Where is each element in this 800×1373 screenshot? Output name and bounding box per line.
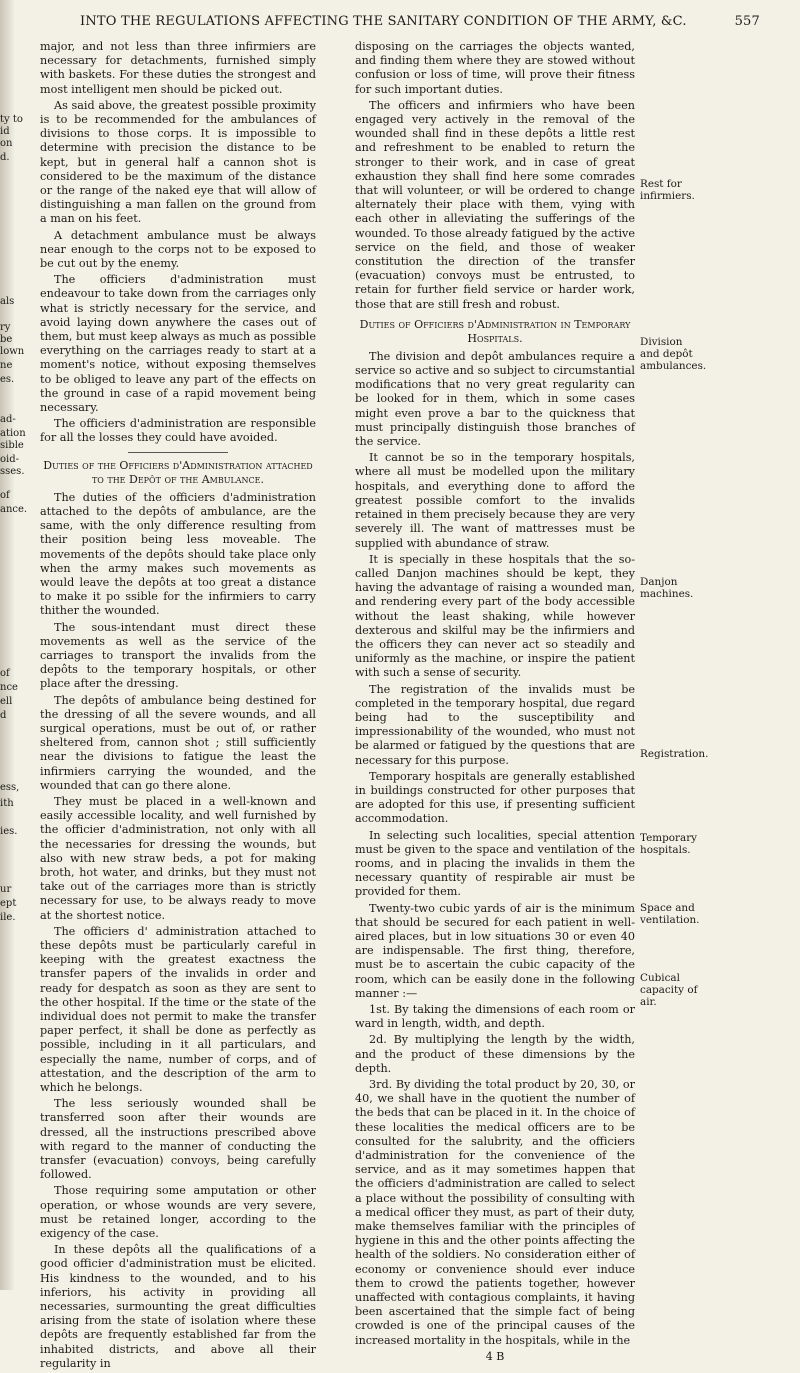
section-heading: Duties of the Officiers d'Administration attached to the Depôt of the Ambulance.	[43, 458, 313, 486]
page-number: 557	[734, 14, 760, 29]
paragraph: It cannot be so in the temporary hospitals, where all must be modelled upon the military hospitals, and everything done to afford the greatest possible comfort to the invalids retained in them precisely because they are very severely ill. The want of mattresses must be supplied with abundance of straw.	[355, 451, 635, 550]
margin-fragment: ty to	[0, 114, 23, 125]
paragraph: The registration of the invalids must be completed in the temporary hospital, due regard being had to the susceptibility and impressionability of the wounded, who must not be alarmed or fatigued by the questions that are necessary for this purpose.	[355, 682, 635, 767]
paragraph: As said above, the greatest possible proximity is to be recommended for the ambulances of divisions to those corps. It is impossible to determine with precision the distance to be kept, but in general half a cannon shot is considered to be the maximum of the distance or the range of the naked eye that will allow of distinguishing a man fallen on the ground from a man on his feet.	[40, 98, 316, 226]
paragraph: The officiers d'administration are responsible for all the losses they could have avoided.	[40, 417, 316, 445]
paragraph: Twenty-two cubic yards of air is the minimum that should be secured for each patient in well-aired places, but in low situations 30 or even 40 are indispensable. The first thing, therefore, must be to ascertain the cubic capacity of the room, which can be easily done in the following manner :—	[355, 901, 635, 1000]
paragraph: In selecting such localities, special attention must be given to the space and ventilation of the rooms, and in placing the invalids in them the necessary quantity of respirable air must be provided for them.	[355, 828, 635, 899]
margin-fragment: oid-	[0, 454, 19, 465]
paragraph: Temporary hospitals are generally established in buildings constructed for other purposes that are adopted for this use, if presenting sufficient accommodation.	[355, 769, 635, 826]
paragraph: The division and depôt ambulances require a service so active and so subject to circumstantial modifications that no very great regularity can be looked for in them, which in some cases might even prove a bar to the quickness that must principally distinguish those branches of the service.	[355, 349, 635, 449]
margin-fragment: id	[0, 126, 10, 137]
margin-fragment: be	[0, 334, 13, 345]
margin-fragment: sible	[0, 440, 24, 451]
margin-fragment: ell	[0, 696, 13, 707]
margin-fragment: als	[0, 296, 15, 307]
margin-fragment: ies.	[0, 826, 18, 837]
margin-note-cubical: Cubical capacity of air.	[640, 972, 698, 1008]
margin-fragment: ur	[0, 884, 12, 895]
margin-fragment: on	[0, 138, 13, 149]
page-body	[0, 40, 800, 1370]
paragraph: The officers and infirmiers who have been engaged very actively in the removal of the wounded shall find in these depôts a little rest and refreshment to be enabled to return the stronger to their work, and in case of great exhaustion they shall find here some comrades that will volunteer, or will be ordered to change alternately their place with them, vying with each other in alleviating the sufferings of the wounded. To those already fatigued by the active service on the field, and those of weaker constitution the direction of the transfer (evacuation) convoys must be entrusted, to retain for further field service or harder work, those that are still fresh and robust.	[355, 98, 635, 311]
right-margin-notes	[640, 40, 720, 1270]
right-column	[355, 40, 635, 1364]
margin-fragment: ile.	[0, 912, 16, 923]
signature-mark: 4 B	[485, 1349, 505, 1363]
margin-fragment: sses.	[0, 466, 25, 477]
paragraph: 2d. By multiplying the length by the width, and the product of these dimensions by the depth.	[355, 1033, 635, 1075]
margin-fragment: ith	[0, 798, 14, 809]
paragraph: Those requiring some amputation or other operation, or whose wounds are very severe, must be retained longer, according to the exigency of the case.	[40, 1184, 316, 1241]
paragraph: The officiers d'administration must endeavour to take down from the carriages only what is strictly necessary for the service, and avoid laying down anywhere the cases out of them, but must keep always as much as possible everything on the carriages ready to start at a moment's notice, without exposing themselves to be obliged to leave any part of the effects on the ground in case of a rapid movement being necessary.	[40, 273, 317, 415]
margin-fragment: ne	[0, 360, 13, 371]
margin-fragment: ance.	[0, 504, 28, 515]
margin-fragment: lown	[0, 346, 25, 357]
margin-fragment: of	[0, 490, 10, 501]
margin-note-rest: Rest for infirmiers.	[640, 178, 695, 202]
section-rule	[128, 452, 228, 453]
paragraph: 3rd. By dividing the total product by 20, 30, or 40, we shall have in the quotient the number of the beds that can be placed in it. In the choice of these localities the medical officers are to be consulted for the salubrity, and the officiers d'administration for the convenience of the service, and as it may sometimes happen that the officiers d'administration are called to select a place without the possibility of consulting with a medical officer they must, as part of their duty, make themselves familiar with the principles of hygiene in this and the other points affecting the health of the soldiers. No consideration either of economy or convenience should ever induce them to crowd the patients together, however unaffected with contagious complaints, it having been ascertained that the simple fact of being crowded is one of the principal causes of the increased mortality in the hospitals, while in the	[355, 1078, 635, 1347]
paragraph: The sous-intendant must direct these movements as well as the service of the carriages to transport the invalids from the depôts to the temporary hospitals, or other place after the dressing.	[40, 620, 316, 691]
margin-note-registration: Registration.	[640, 748, 709, 760]
paragraph: The depôts of ambulance being destined for the dressing of all the severe wounds, and all surgical operations, must be out of, or rather sheltered from, cannon shot ; still sufficiently near the divisions to fatigue the least the infirmiers carrying the wounded, and the wounded that can go there alone.	[40, 693, 316, 792]
margin-fragment: ess,	[0, 782, 20, 793]
paragraph: The duties of the officiers d'administration attached to the depôts of ambulance, are the same, with the only difference resulting from their position being less moveable. The movements of the depôts should take place only when the army makes such movements as would leave the depôts at too great a distance to make it po ssible for the infirmiers to carry thither the wounded.	[40, 490, 316, 618]
margin-fragment: nce	[0, 682, 18, 693]
paragraph: In these depôts all the qualifications of a good officier d'administration must be elicited. His kindness to the wounded, and to his inferiors, his activity in providing all necessaries, surmounting the great difficulties arising from the state of isolation where these depôts are frequently established far from the inhabited districts, and above all their regularity in	[40, 1243, 316, 1370]
paragraph: The officiers d' administration attached to these depôts must be particularly careful in keeping with the greatest exactness the transfer papers of the invalids in order and ready for despatch as soon as they are sent to the other hospital. If the time or the state of the individual does not permit to make the transfer paper perfect, it shall be done as perfectly as possible, including in it all particulars, and especially the name, number of corps, and of attestation, and the description of the arm to which he belongs.	[40, 924, 316, 1095]
margin-fragment: ation	[0, 428, 26, 439]
paragraph: 1st. By taking the dimensions of each room or ward in length, width, and depth.	[355, 1003, 635, 1031]
margin-fragment: d.	[0, 152, 10, 163]
left-margin-fragments	[0, 40, 36, 1270]
section-heading: Duties of Officiers d'Administration in Temporary Hospitals.	[359, 317, 631, 345]
paragraph: A detachment ambulance must be always near enough to the corps not to be exposed to be cut out by the enemy.	[40, 228, 316, 271]
margin-fragment: ry	[0, 322, 11, 333]
paragraph: disposing on the carriages the objects wanted, and finding them where they are stowed without confusion or loss of time, will prove their fitness for such important duties.	[355, 40, 635, 96]
margin-fragment: ad-	[0, 414, 16, 425]
margin-note-temporary: Temporary hospitals.	[640, 832, 698, 856]
margin-note-space: Space and ventilation.	[640, 902, 700, 926]
margin-fragment: es.	[0, 374, 15, 385]
paragraph: major, and not less than three infirmiers are necessary for detachments, furnished simply with baskets. For these duties the strongest and most intelligent men should be picked out.	[40, 40, 316, 96]
left-column	[40, 40, 316, 1373]
margin-fragment: d	[0, 710, 7, 721]
paragraph: It is specially in these hospitals that the so-called Danjon machines should be kept, they having the advantage of raising a wounded man, and rendering every part of the body accessible without the least shaking, while however dexterous and skilful may be the infirmiers and the officers they can never act so steadily and uniformly as the machine, or inspire the patient with such a sense of security.	[355, 552, 635, 680]
margin-note-division: Division and depôt ambulances.	[640, 336, 707, 372]
paragraph: They must be placed in a well-known and easily accessible locality, and well furnished by the officier d'administration, not only with all the necessaries for dressing the wounds, but also with new straw beds, a pot for making broth, hot water, and drinks, but they must not take out of the carriages more than is strictly necessary for use, to be always ready to move at the shortest notice.	[40, 794, 316, 922]
margin-fragment: of	[0, 668, 10, 679]
margin-note-danjon: Danjon machines.	[640, 576, 694, 600]
margin-fragment: ept	[0, 898, 17, 909]
paragraph: The less seriously wounded shall be transferred soon after their wounds are dressed, all the instructions prescribed above with regard to the manner of conducting the transfer (evacuation) convoys, being carefully followed.	[40, 1097, 316, 1182]
running-head-title: INTO THE REGULATIONS AFFECTING THE SANITARY CONDITION OF THE ARMY, &C.	[80, 14, 687, 29]
